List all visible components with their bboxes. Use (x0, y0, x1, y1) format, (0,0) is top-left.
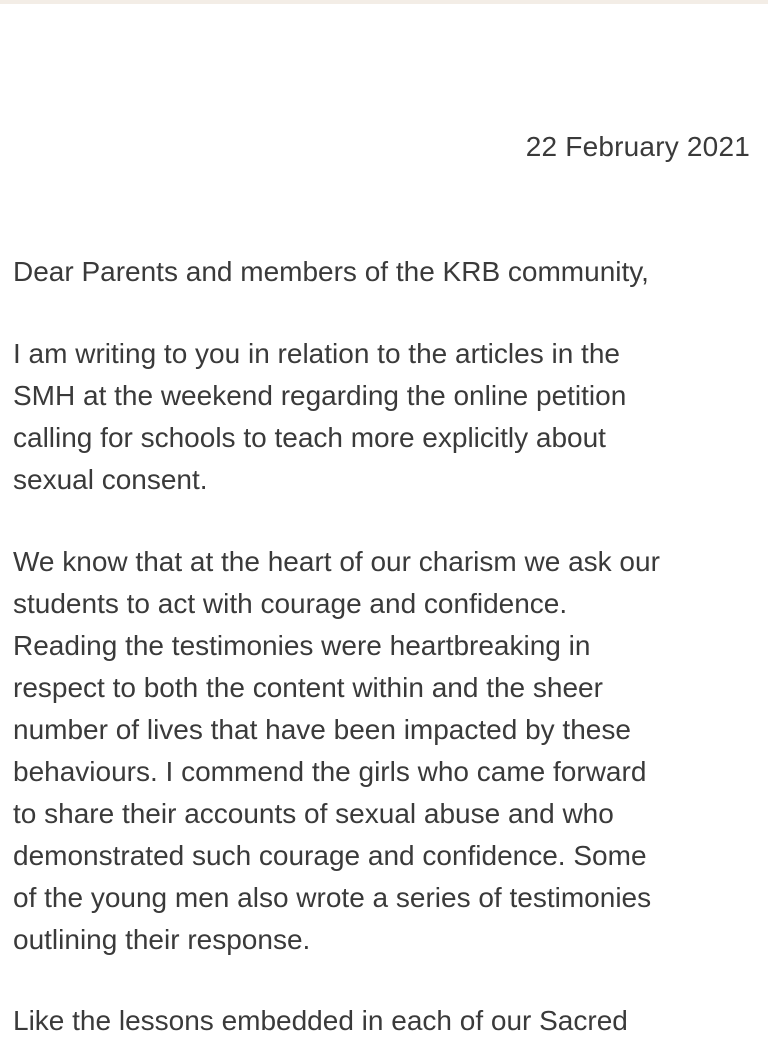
paragraph-line: to share their accounts of sexual abuse and who (13, 798, 614, 829)
paragraph-line: sexual consent. (13, 464, 208, 495)
paragraph-line: calling for schools to teach more explicitly about (13, 422, 606, 453)
paragraph-charism (13, 541, 660, 961)
paragraph-intro (13, 333, 626, 501)
paragraph-lessons (13, 1000, 628, 1042)
paragraph-line: respect to both the content within and the sheer (13, 672, 603, 703)
paragraph-line: students to act with courage and confidence. (13, 588, 568, 619)
letter-date: 22 February 2021 (525, 131, 750, 162)
paragraph-line: Reading the testimonies were heartbreaking in (13, 630, 591, 661)
paragraph-line: Like the lessons embedded in each of our Sacred (13, 1005, 628, 1036)
paragraph-line: behaviours. I commend the girls who came forward (13, 756, 647, 787)
paragraph-line: number of lives that have been impacted by these (13, 714, 631, 745)
top-edge-strip (0, 0, 768, 4)
paragraph-line: I am writing to you in relation to the articles in the (13, 338, 620, 369)
paragraph-line: We know that at the heart of our charism we ask our (13, 546, 660, 577)
paragraph-line: demonstrated such courage and confidence. Some (13, 840, 647, 871)
letter-salutation: Dear Parents and members of the KRB community, (13, 256, 649, 287)
paragraph-line: outlining their response. (13, 924, 311, 955)
paragraph-line: SMH at the weekend regarding the online petition (13, 380, 627, 411)
paragraph-line: of the young men also wrote a series of testimonies (13, 882, 652, 913)
